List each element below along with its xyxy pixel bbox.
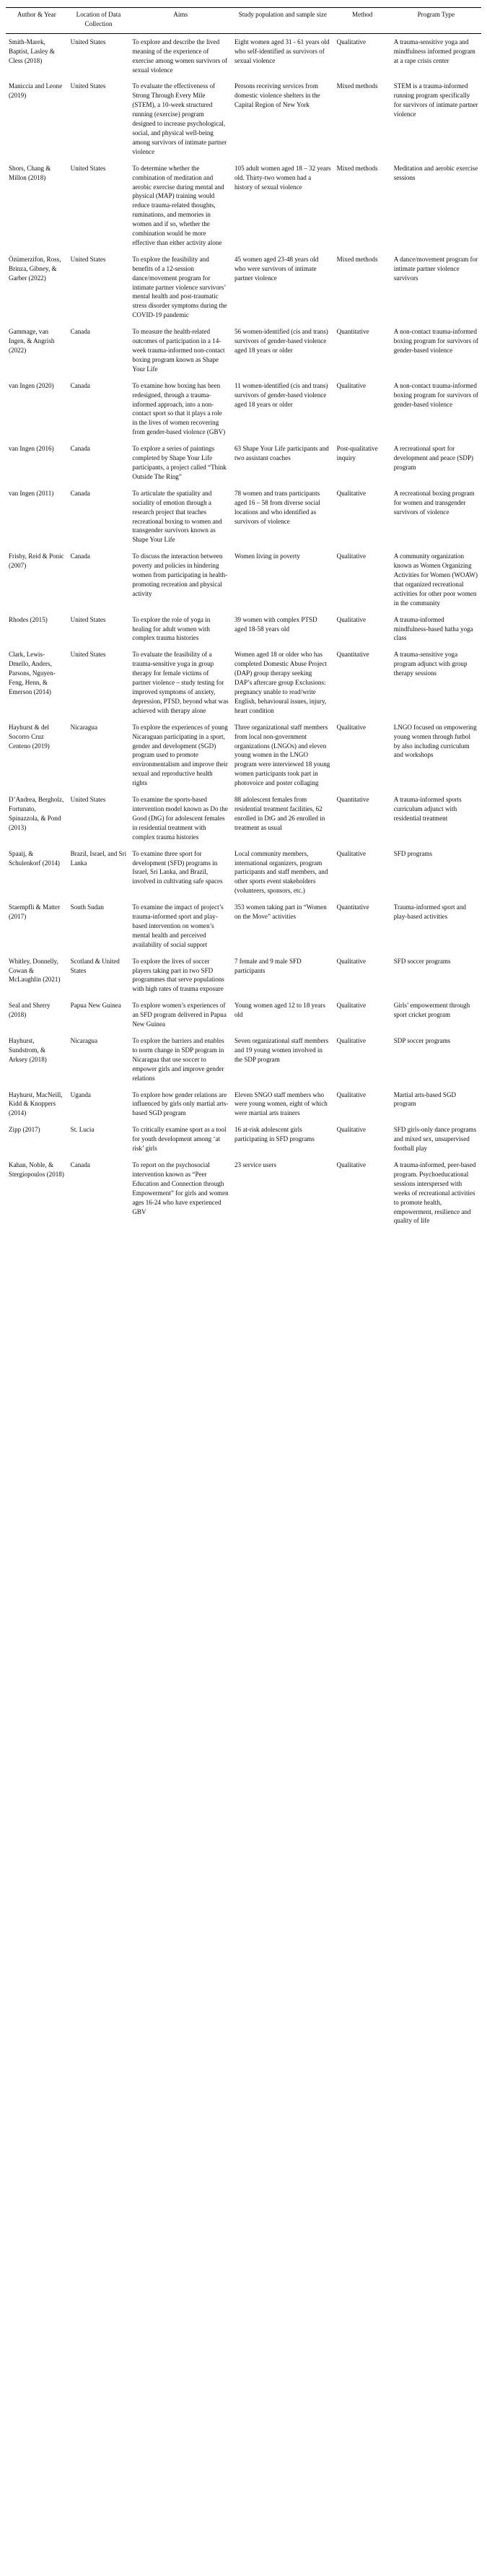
cell-text-author: Clark, Lewis-Dmello, Anders, Parsons, Nguyen-Feng, Henn, & Emerson (2014) bbox=[9, 651, 56, 695]
cell-text-aims: To explore how gender relations are influenced by girls only martial arts-based SGD program bbox=[132, 1090, 229, 1117]
cell-text-program: Martial arts-based SGD program bbox=[393, 1090, 457, 1108]
table-row bbox=[6, 548, 481, 611]
cell-author bbox=[6, 548, 68, 611]
cell-text-population: 56 women-identified (cis and trans) survivors of gender-based violence aged 18 years or older bbox=[234, 328, 328, 354]
cell-text-aims: To explore the feasibility and benefits of a 12-session dance/movement program for intimate partner violence survivors’ mental health and post-traumatic stress disorder symptoms during the COVID-19 pandemic bbox=[132, 255, 227, 319]
table-row bbox=[6, 899, 481, 953]
cell-author bbox=[6, 719, 68, 792]
cell-program bbox=[391, 612, 481, 647]
cell-text-location: United States bbox=[70, 796, 106, 804]
cell-text-method: Qualitative bbox=[336, 489, 367, 497]
cell-author bbox=[6, 251, 68, 324]
cell-text-aims: To report on the psychosocial intervention known as “Peer Education and Connection through Empowerment” for girls and women ages 16-24 who have experienced GBV bbox=[132, 1161, 229, 1215]
cell-location bbox=[68, 33, 130, 78]
cell-location bbox=[68, 646, 130, 719]
cell-program bbox=[391, 441, 481, 485]
cell-method bbox=[334, 441, 391, 485]
cell-population bbox=[232, 612, 334, 647]
cell-text-program: A non-contact trauma-informed boxing program for survivors of gender-based violence bbox=[393, 328, 478, 354]
cell-method bbox=[334, 846, 391, 900]
cell-text-location: Canada bbox=[70, 445, 90, 453]
cell-program bbox=[391, 646, 481, 719]
cell-text-location: United States bbox=[70, 651, 106, 659]
cell-text-method: Qualitative bbox=[336, 381, 367, 389]
cell-text-location: Canada bbox=[70, 489, 90, 497]
table-row bbox=[6, 441, 481, 485]
cell-text-method: Qualitative bbox=[336, 38, 367, 45]
cell-text-aims: To examine how boxing has been redesigned, through a trauma-informed approach, into a non-contact sport so that it plays a role in the lives of women recovering from gender-based violence (GBV) bbox=[132, 381, 226, 436]
cell-aims bbox=[129, 646, 232, 719]
cell-aims bbox=[129, 441, 232, 485]
cell-method bbox=[334, 160, 391, 251]
cell-author bbox=[6, 1157, 68, 1231]
cell-method bbox=[334, 646, 391, 719]
cell-text-author: Shors, Chang & Millon (2018) bbox=[9, 164, 51, 181]
cell-program bbox=[391, 485, 481, 548]
cell-author bbox=[6, 953, 68, 998]
cell-text-author: Hayhurst & del Socorro Cruz Centeno (2019) bbox=[9, 723, 50, 750]
cell-method bbox=[334, 324, 391, 378]
cell-text-population: 78 women and trans participants aged 16 – 58 from diverse social locations and who identified as survivors of violence bbox=[234, 489, 320, 525]
cell-population bbox=[232, 251, 334, 324]
cell-method bbox=[334, 997, 391, 1033]
cell-text-method: Mixed methods bbox=[336, 255, 378, 263]
cell-text-population: 353 women taking part in “Women on the Move” activities bbox=[234, 903, 327, 921]
cell-text-program: SFD girls-only dance programs and mixed sex, unsupervised football play bbox=[393, 1126, 477, 1153]
cell-method bbox=[334, 1157, 391, 1231]
cell-author bbox=[6, 485, 68, 548]
cell-text-location: United States bbox=[70, 82, 106, 90]
cell-text-program: SFD soccer programs bbox=[393, 957, 451, 965]
cell-program bbox=[391, 953, 481, 998]
cell-author bbox=[6, 997, 68, 1033]
column-header-program: Program Type bbox=[391, 8, 481, 34]
studies-summary-table bbox=[6, 7, 481, 1231]
cell-text-location: Canada bbox=[70, 552, 90, 560]
cell-text-aims: To explore women’s experiences of an SFD program delivered in Papua New Guinea bbox=[132, 1002, 227, 1028]
cell-aims bbox=[129, 548, 232, 611]
table-row bbox=[6, 324, 481, 378]
table-header bbox=[6, 8, 481, 34]
table-row bbox=[6, 485, 481, 548]
cell-location bbox=[68, 612, 130, 647]
cell-location bbox=[68, 899, 130, 953]
cell-aims bbox=[129, 1033, 232, 1087]
cell-text-method: Qualitative bbox=[336, 849, 367, 857]
cell-text-program: SDP soccer programs bbox=[393, 1037, 451, 1044]
cell-aims bbox=[129, 1087, 232, 1122]
cell-text-aims: To determine whether the combination of meditation and aerobic exercise during mental and physical (MAP) training would reduce trauma-related thoughts, ruminations, and memories in women and if so, whether the combination would be more effective than either activity alone bbox=[132, 164, 224, 246]
cell-author bbox=[6, 1122, 68, 1157]
cell-aims bbox=[129, 160, 232, 251]
cell-text-aims: To examine the impact of project’s trauma-informed sport and play-based intervention on women’s mental health and perceived availability of social support bbox=[132, 903, 224, 948]
cell-text-program: A trauma-informed, peer-based program. Psychoeducational sessions interspersed with weeks of recreational activities to promote health, empowerment, resilience and quality of life bbox=[393, 1161, 476, 1225]
cell-program bbox=[391, 1122, 481, 1157]
cell-author bbox=[6, 378, 68, 441]
cell-program bbox=[391, 899, 481, 953]
cell-text-author: Hayhurst, MacNeill, Kidd & Knoppers (2014) bbox=[9, 1090, 63, 1117]
cell-method bbox=[334, 33, 391, 78]
cell-text-program: A recreational sport for development and peace (SDP) program bbox=[393, 445, 474, 471]
cell-text-method: Qualitative bbox=[336, 1002, 367, 1010]
cell-text-population: Seven organizational staff members and 19 young women involved in the SDP program bbox=[234, 1037, 329, 1063]
cell-method bbox=[334, 251, 391, 324]
column-header-population: Study population and sample size bbox=[232, 8, 334, 34]
cell-text-aims: To explore the role of yoga in healing for adult women with complex trauma histories bbox=[132, 615, 211, 642]
cell-aims bbox=[129, 324, 232, 378]
cell-text-location: United States bbox=[70, 615, 106, 623]
cell-population bbox=[232, 78, 334, 160]
table-row bbox=[6, 1033, 481, 1087]
cell-population bbox=[232, 324, 334, 378]
cell-author bbox=[6, 792, 68, 846]
cell-population bbox=[232, 792, 334, 846]
cell-location bbox=[68, 1122, 130, 1157]
cell-author bbox=[6, 78, 68, 160]
cell-text-aims: To discuss the interaction between poverty and policies in hindering women from participating in health-promoting recreation and physical activity bbox=[132, 552, 228, 597]
cell-text-author: van Ingen (2011) bbox=[9, 489, 54, 497]
cell-text-method: Qualitative bbox=[336, 1161, 367, 1168]
cell-text-method: Qualitative bbox=[336, 552, 367, 560]
cell-population bbox=[232, 1033, 334, 1087]
cell-method bbox=[334, 548, 391, 611]
cell-text-method: Quantitative bbox=[336, 903, 369, 911]
cell-population bbox=[232, 846, 334, 900]
cell-text-aims: To explore the lives of soccer players taking part in two SFD programmes that serve populations with high rates of trauma exposure bbox=[132, 957, 224, 993]
cell-population bbox=[232, 160, 334, 251]
cell-text-aims: To critically examine sport as a tool for youth development among ‘at risk’ girls bbox=[132, 1126, 227, 1153]
cell-method bbox=[334, 899, 391, 953]
cell-location bbox=[68, 441, 130, 485]
cell-text-aims: To articulate the spatiality and sociality of emotion through a research project that teaches recreational boxing to women and transgender survivors known as Shape Your Life bbox=[132, 489, 222, 544]
cell-text-method: Qualitative bbox=[336, 1090, 367, 1098]
column-header-aims: Aims bbox=[129, 8, 232, 34]
table-row bbox=[6, 846, 481, 900]
cell-location bbox=[68, 997, 130, 1033]
cell-author bbox=[6, 1033, 68, 1087]
cell-author bbox=[6, 612, 68, 647]
cell-aims bbox=[129, 612, 232, 647]
column-header-location: Location of Data Collection bbox=[68, 8, 130, 34]
cell-aims bbox=[129, 899, 232, 953]
cell-text-location: Uganda bbox=[70, 1090, 91, 1098]
cell-population bbox=[232, 1122, 334, 1157]
cell-author bbox=[6, 899, 68, 953]
cell-text-program: A trauma-sensitive yoga and mindfulness informed program at a rape crisis center bbox=[393, 38, 475, 64]
cell-text-aims: To examine the sports-based intervention model known as Do the Good (DtG) for adolescent females in residential treatment with complex trauma histories bbox=[132, 796, 228, 841]
cell-location bbox=[68, 846, 130, 900]
cell-text-location: St. Lucia bbox=[70, 1126, 95, 1134]
cell-text-program: SFD programs bbox=[393, 849, 433, 857]
cell-text-population: 63 Shape Your Life participants and two assistant coaches bbox=[234, 445, 329, 462]
cell-text-author: Smith-Marek, Baptist, Lasley & Cless (2018) bbox=[9, 38, 55, 64]
cell-text-location: Papua New Guinea bbox=[70, 1002, 121, 1010]
cell-location bbox=[68, 78, 130, 160]
cell-text-aims: To explore and describe the lived meaning of the experience of exercise among women survivors of sexual violence bbox=[132, 38, 228, 74]
cell-text-location: Nicaragua bbox=[70, 1037, 98, 1044]
cell-text-method: Quantitative bbox=[336, 328, 369, 336]
cell-text-program: A recreational boxing program for women and transgender survivors of violence bbox=[393, 489, 475, 516]
cell-text-population: Local community members, international organizers, program participants and staff members, and other sports event stakeholders (volunteers, sponsors, etc.) bbox=[234, 849, 328, 895]
cell-text-author: Rhodes (2015) bbox=[9, 615, 48, 623]
cell-method bbox=[334, 612, 391, 647]
cell-text-population: 39 women with complex PTSD aged 18-58 years old bbox=[234, 615, 317, 633]
table-row bbox=[6, 251, 481, 324]
cell-text-method: Qualitative bbox=[336, 615, 367, 623]
cell-program bbox=[391, 78, 481, 160]
cell-text-method: Quantitative bbox=[336, 651, 369, 659]
cell-aims bbox=[129, 1157, 232, 1231]
cell-text-location: Canada bbox=[70, 328, 90, 336]
cell-population bbox=[232, 997, 334, 1033]
cell-aims bbox=[129, 33, 232, 78]
cell-location bbox=[68, 548, 130, 611]
cell-text-population: 11 women-identified (cis and trans) survivors of gender-based violence aged 18 years or older bbox=[234, 381, 328, 408]
cell-text-method: Qualitative bbox=[336, 957, 367, 965]
cell-text-author: Kahan, Noble, & Stergiopoulos (2018) bbox=[9, 1161, 64, 1178]
cell-text-author: Frisby, Reid & Ponic (2007) bbox=[9, 552, 64, 570]
cell-text-location: Scotland & United States bbox=[70, 957, 120, 974]
cell-population bbox=[232, 441, 334, 485]
cell-program bbox=[391, 846, 481, 900]
cell-text-author: Seal and Sherry (2018) bbox=[9, 1002, 51, 1019]
cell-location bbox=[68, 485, 130, 548]
cell-text-program: A trauma-informed sports curriculum adjunct with residential treatment bbox=[393, 796, 462, 822]
cell-text-population: 7 female and 9 male SFD participants bbox=[234, 957, 302, 974]
cell-text-program: Trauma-informed sport and play-based activities bbox=[393, 903, 466, 921]
cell-text-author: Özümerzifon, Ross, Brinza, Gibney, & Garber (2022) bbox=[9, 255, 61, 282]
cell-text-program: A dance/movement program for intimate partner violence survivors bbox=[393, 255, 478, 282]
cell-author bbox=[6, 33, 68, 78]
cell-text-population: 105 adult women aged 18 – 32 years old. Thirty-two women had a history of sexual violence bbox=[234, 164, 331, 191]
cell-program bbox=[391, 1157, 481, 1231]
cell-program bbox=[391, 548, 481, 611]
cell-population bbox=[232, 646, 334, 719]
cell-text-author: Spaaij, & Schulenkorf (2014) bbox=[9, 849, 60, 867]
cell-text-author: Staempfli & Matter (2017) bbox=[9, 903, 61, 921]
cell-text-program: A trauma-informed mindfulness-based hatha yoga class bbox=[393, 615, 473, 642]
cell-text-program: Meditation and aerobic exercise sessions bbox=[393, 164, 478, 181]
cell-author bbox=[6, 846, 68, 900]
cell-text-aims: To explore the experiences of young Nicaraguan participating in a sport, gender and development (SGD) program used to promote environmentalism and improve their sexual and reproductive health rights bbox=[132, 723, 228, 787]
cell-text-program: A community organization known as Women Organizing Activities for Women (WOAW) that organized recreational activities for other poor women in the community bbox=[393, 552, 478, 607]
document-page bbox=[0, 0, 487, 1241]
cell-text-author: Zipp (2017) bbox=[9, 1126, 40, 1134]
cell-location bbox=[68, 953, 130, 998]
cell-aims bbox=[129, 251, 232, 324]
cell-text-aims: To measure the health-related outcomes of participation in a 14-week trauma-informed non-contact boxing program known as Shape Your Life bbox=[132, 328, 225, 373]
cell-text-author: Maniccia and Leone (2019) bbox=[9, 82, 63, 100]
cell-population bbox=[232, 719, 334, 792]
cell-aims bbox=[129, 485, 232, 548]
cell-text-location: Nicaragua bbox=[70, 723, 98, 731]
cell-location bbox=[68, 792, 130, 846]
cell-population bbox=[232, 1087, 334, 1122]
cell-text-population: Eleven SNGO staff members who were young women, eight of which were martial arts trainers bbox=[234, 1090, 328, 1117]
table-row bbox=[6, 719, 481, 792]
cell-location bbox=[68, 1087, 130, 1122]
cell-aims bbox=[129, 378, 232, 441]
cell-text-population: 88 adolescent females from residential treatment facilities, 62 enrolled in DtG and 26 enrolled in treatment as usual bbox=[234, 796, 325, 831]
cell-method bbox=[334, 1033, 391, 1087]
cell-program bbox=[391, 997, 481, 1033]
cell-method bbox=[334, 953, 391, 998]
cell-text-location: South Sudan bbox=[70, 903, 104, 911]
cell-program bbox=[391, 251, 481, 324]
cell-text-method: Mixed methods bbox=[336, 164, 378, 172]
cell-population bbox=[232, 953, 334, 998]
cell-text-method: Qualitative bbox=[336, 1126, 367, 1134]
cell-program bbox=[391, 719, 481, 792]
table-row bbox=[6, 997, 481, 1033]
cell-aims bbox=[129, 792, 232, 846]
cell-method bbox=[334, 719, 391, 792]
cell-text-aims: To evaluate the feasibility of a trauma-sensitive yoga in group therapy for female victims of partner violence – study testing for improved symptoms of anxiety, depression, PTSD, beyond what was achieved with therapy alone bbox=[132, 651, 229, 714]
cell-location bbox=[68, 160, 130, 251]
table-row bbox=[6, 378, 481, 441]
cell-text-population: 23 service users bbox=[234, 1161, 277, 1168]
cell-location bbox=[68, 378, 130, 441]
cell-program bbox=[391, 378, 481, 441]
cell-text-aims: To examine three sport for development (SFD) programs in Israel, Sri Lanka, and Brazil, involved in cultivating safe spaces bbox=[132, 849, 223, 885]
cell-program bbox=[391, 1087, 481, 1122]
cell-text-author: Whitley, Donnelly, Cowan & McLaughlin (2021) bbox=[9, 957, 61, 984]
table-row bbox=[6, 1087, 481, 1122]
cell-text-method: Qualitative bbox=[336, 723, 367, 731]
cell-method bbox=[334, 792, 391, 846]
cell-population bbox=[232, 1157, 334, 1231]
cell-program bbox=[391, 33, 481, 78]
cell-text-author: D’Andrea, Bergholz, Fortunato, Spinazzola, & Pond (2013) bbox=[9, 796, 64, 831]
cell-population bbox=[232, 548, 334, 611]
cell-aims bbox=[129, 78, 232, 160]
table-row bbox=[6, 646, 481, 719]
cell-location bbox=[68, 251, 130, 324]
cell-text-author: van Ingen (2020) bbox=[9, 381, 54, 389]
cell-location bbox=[68, 1033, 130, 1087]
cell-text-method: Qualitative bbox=[336, 1037, 367, 1044]
cell-population bbox=[232, 899, 334, 953]
cell-method bbox=[334, 78, 391, 160]
table-row bbox=[6, 792, 481, 846]
cell-author bbox=[6, 441, 68, 485]
cell-text-aims: To explore the barriers and enables to norm change in SDP program in Nicaragua that use soccer to empower girls and improve gender relations bbox=[132, 1037, 224, 1082]
table-row bbox=[6, 33, 481, 78]
cell-author bbox=[6, 324, 68, 378]
table-row bbox=[6, 78, 481, 160]
cell-location bbox=[68, 1157, 130, 1231]
cell-text-author: Gammage, van Ingen, & Angrish (2022) bbox=[9, 328, 55, 354]
cell-text-population: Persons receiving services from domestic violence shelters in the Capital Region of New York bbox=[234, 82, 320, 109]
cell-text-location: Canada bbox=[70, 381, 90, 389]
cell-aims bbox=[129, 1122, 232, 1157]
table-row bbox=[6, 160, 481, 251]
cell-text-method: Post-qualitative inquiry bbox=[336, 445, 378, 462]
cell-text-aims: To evaluate the effectiveness of Strong Through Every Mile (STEM), a 10-week structured running (exercise) program designed to increase psychological, social, and physical well-being among survivors of intimate partner violence bbox=[132, 82, 227, 155]
cell-text-author: Hayhurst, Sundstrom, & Arksey (2018) bbox=[9, 1037, 47, 1063]
cell-program bbox=[391, 324, 481, 378]
cell-text-location: Brazil, Israel, and Sri Lanka bbox=[70, 849, 127, 867]
cell-method bbox=[334, 1087, 391, 1122]
cell-program bbox=[391, 160, 481, 251]
cell-text-location: United States bbox=[70, 38, 106, 45]
cell-text-population: Eight women aged 31 - 61 years old who self-identified as survivors of sexual violence bbox=[234, 38, 330, 64]
cell-program bbox=[391, 792, 481, 846]
cell-method bbox=[334, 1122, 391, 1157]
cell-aims bbox=[129, 997, 232, 1033]
cell-aims bbox=[129, 846, 232, 900]
table-row bbox=[6, 953, 481, 998]
cell-method bbox=[334, 378, 391, 441]
cell-text-population: 16 at-risk adolescent girls participating in SFD programs bbox=[234, 1126, 315, 1143]
table-row bbox=[6, 1157, 481, 1231]
cell-population bbox=[232, 33, 334, 78]
cell-aims bbox=[129, 953, 232, 998]
cell-text-population: Women living in poverty bbox=[234, 552, 300, 560]
cell-text-location: Canada bbox=[70, 1161, 90, 1168]
cell-location bbox=[68, 719, 130, 792]
cell-text-population: Young women aged 12 to 18 years old bbox=[234, 1002, 325, 1019]
column-header-author: Author & Year bbox=[6, 8, 68, 34]
cell-text-population: Women aged 18 or older who has completed Domestic Abuse Project (DAP) group therapy seeking DAP’s aftercare group Exclusions: pregnancy unable to read/write English, behavioural issues, injury, heart condition bbox=[234, 651, 328, 714]
cell-text-program: LNGO focused on empowering young women through futbol by also including curriculum and workshops bbox=[393, 723, 477, 759]
cell-text-method: Quantitative bbox=[336, 796, 369, 804]
cell-text-method: Mixed methods bbox=[336, 82, 378, 90]
cell-aims bbox=[129, 719, 232, 792]
cell-text-location: United States bbox=[70, 255, 106, 263]
table-row bbox=[6, 1122, 481, 1157]
cell-population bbox=[232, 485, 334, 548]
cell-author bbox=[6, 646, 68, 719]
cell-author bbox=[6, 1087, 68, 1122]
cell-population bbox=[232, 378, 334, 441]
cell-text-program: STEM is a trauma-informed running program specifically for survivors of intimate partner violence bbox=[393, 82, 478, 118]
cell-text-population: 45 women aged 23-48 years old who were survivors of intimate partner violence bbox=[234, 255, 319, 282]
cell-text-author: van Ingen (2016) bbox=[9, 445, 54, 453]
cell-text-program: Girls’ empowerment through sport cricket program bbox=[393, 1002, 470, 1019]
cell-text-aims: To explore a series of paintings completed by Shape Your Life participants, a project called “Think Outside The Ring” bbox=[132, 445, 227, 480]
cell-author bbox=[6, 160, 68, 251]
cell-text-population: Three organizational staff members from local non-government organizations (LNGOs) and eleven young women in the LNGO program were interviewed 18 young women participants took part in photovoice and poster collaging bbox=[234, 723, 330, 787]
column-header-method: Method bbox=[334, 8, 391, 34]
cell-method bbox=[334, 485, 391, 548]
cell-program bbox=[391, 1033, 481, 1087]
cell-text-program: A trauma-sensitive yoga program adjunct with group therapy sessions bbox=[393, 651, 468, 677]
table-row bbox=[6, 612, 481, 647]
cell-text-location: United States bbox=[70, 164, 106, 172]
cell-location bbox=[68, 324, 130, 378]
cell-text-program: A non-contact trauma-informed boxing program for survivors of gender-based violence bbox=[393, 381, 478, 408]
table-body bbox=[6, 33, 481, 1231]
table-header-row bbox=[6, 8, 481, 34]
